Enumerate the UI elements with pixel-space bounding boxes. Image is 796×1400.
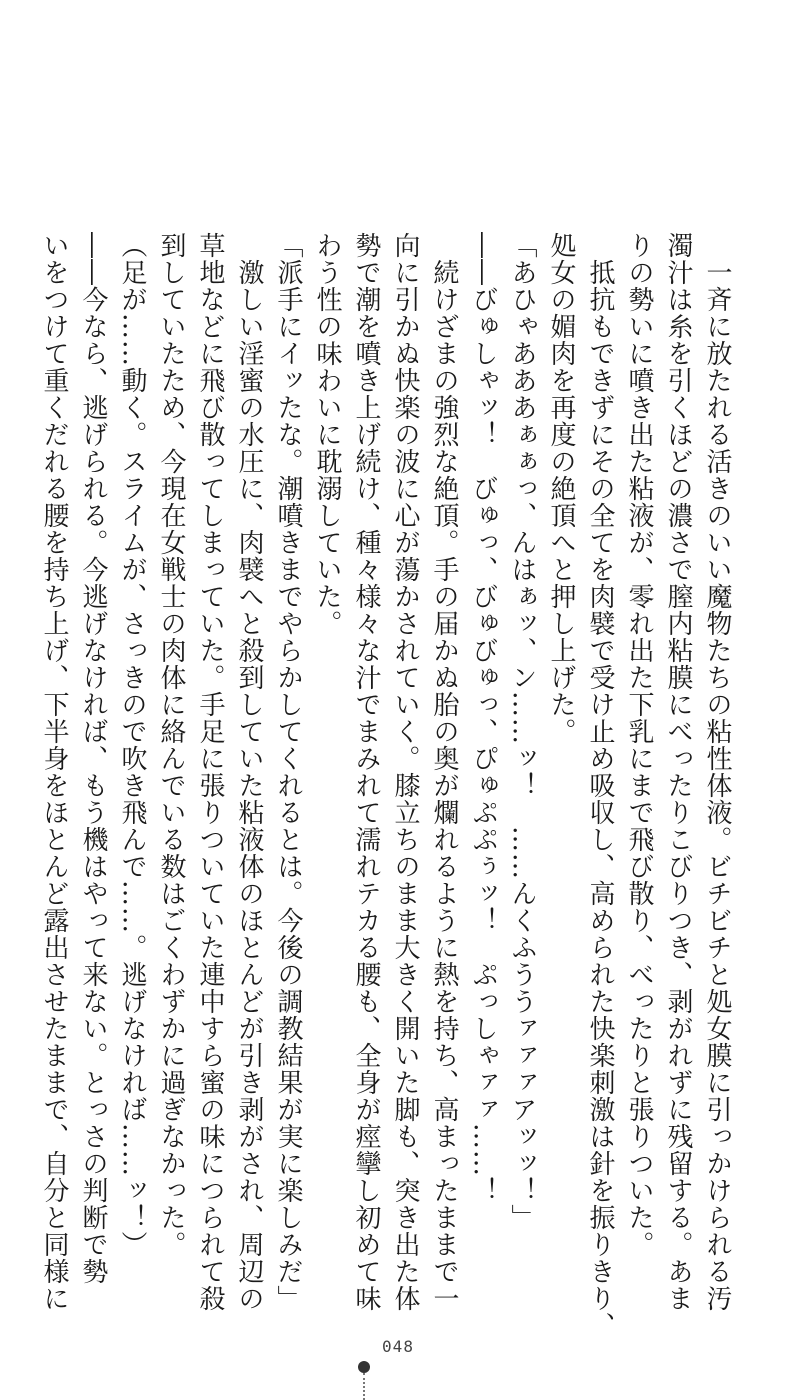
- text-line: 処女の媚肉を再度の絶頂へと押し上げた。: [546, 232, 576, 745]
- text-line: いをつけて重くだれる腰を持ち上げ、下半身をほとんど露出させたままで、自分と同様に: [39, 232, 69, 1312]
- text-line: 続けざまの強烈な絶頂。手の届かぬ胎の奥が爛れるように熱を持ち、高まったままで一: [429, 232, 459, 1312]
- text-line: 濁汁は糸を引くほどの濃さで膣内粘膜にべったりこびりつき、剥がれずに残留する。あま: [663, 232, 693, 1312]
- text-line: 「あひゃあああぁぁっ、んはぁッ、ン……ッ！ ……んくふううァァァアッッ！」: [507, 232, 537, 1231]
- text-line: 激しい淫蜜の水圧に、肉襞へと殺到していた粘液体のほとんどが引き剥がされ、周辺の: [234, 232, 264, 1312]
- page-marker-dot: [358, 1361, 370, 1373]
- text-line: 到していたため、今現在女戦士の肉体に絡んでいる数はごくわずかに過ぎなかった。: [156, 232, 186, 1258]
- text-line: ――今なら、逃げられる。今逃げなければ、もう機はやって来ない。とっさの判断で勢: [78, 232, 108, 1285]
- text-line: 一斉に放たれる活きのいい魔物たちの粘性体液。ビチビチと処女膜に引っかけられる汚: [702, 232, 732, 1312]
- page-number: 048: [382, 1337, 414, 1356]
- text-line: 抵抗もできずにその全てを肉襞で受け止め吸収し、高められた快楽刺激は針を振りきり、: [585, 232, 615, 1339]
- text-line: 「派手にイッたな。潮噴きまでやらかしてくれるとは。今後の調教結果が実に楽しみだ」: [273, 232, 303, 1312]
- vertical-text-body: [34, 232, 736, 1339]
- text-line: ――びゅしゃッ！ びゅっ、びゅびゅっ、ぴゅぷぷぅッ！ ぷっしゃァァ……！: [468, 232, 498, 1204]
- text-line: （足が……動く。スライムが、さっきので吹き飛んで……。逃げなければ……ッ！）: [117, 232, 147, 1258]
- text-line: 勢で潮を噴き上げ続け、種々様々な汁でまみれて濡れテカる腰も、全身が痙攣し初めて味: [351, 232, 381, 1312]
- text-line: 草地などに飛び散ってしまっていた。手足に張りついていた連中すら蜜の味につられて殺: [195, 232, 225, 1312]
- text-line: わう性の味わいに耽溺していた。: [312, 232, 342, 637]
- page-marker-line: [363, 1373, 365, 1400]
- text-line: りの勢いに噴き出た粘液が、零れ出た下乳にまで飛び散り、べったりと張りついた。: [624, 232, 654, 1258]
- text-line: 向に引かぬ快楽の波に心が蕩かされていく。膝立ちのまま大きく開いた脚も、突き出た体: [390, 232, 420, 1312]
